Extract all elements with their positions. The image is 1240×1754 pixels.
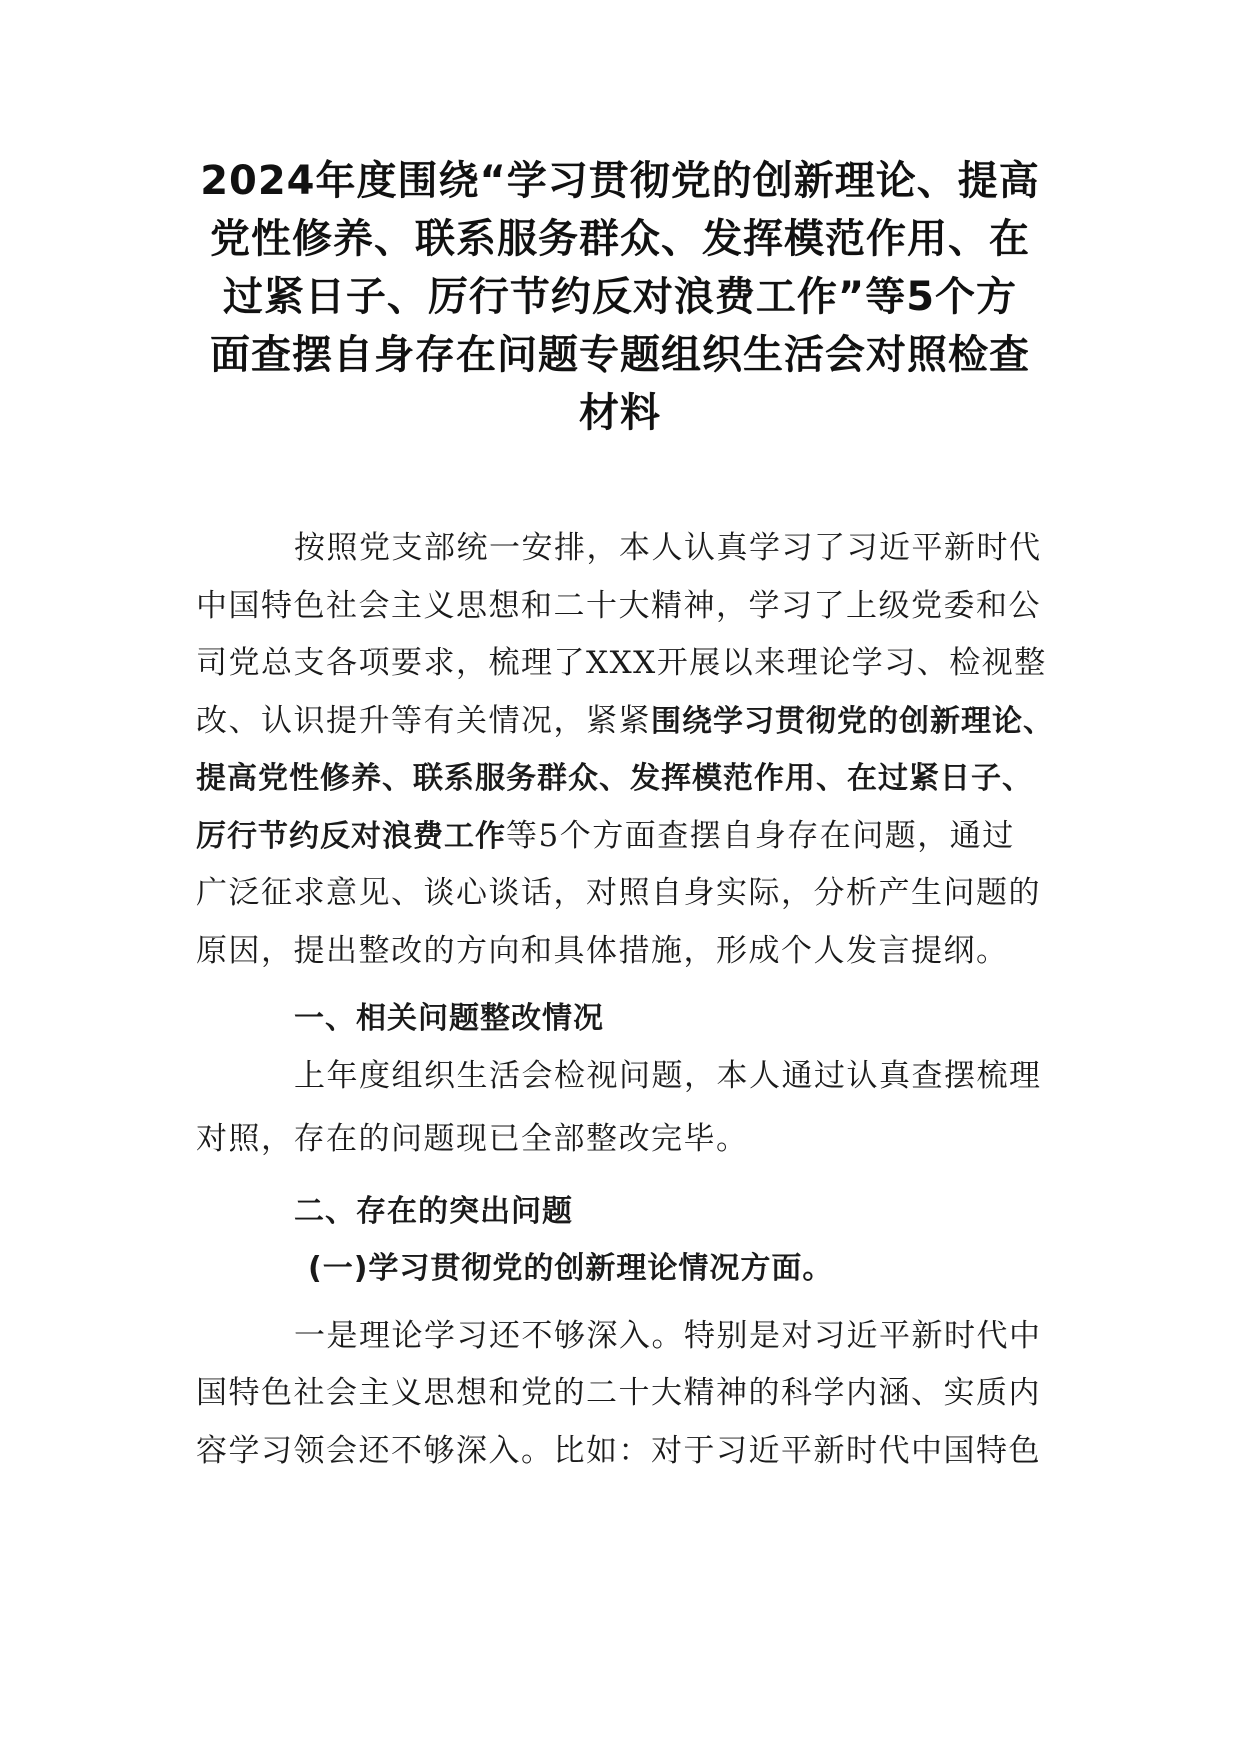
text-line	[196, 808, 1066, 866]
text-line: 中国特色社会主义思想和二十大精神，学习了上级党委和公	[196, 587, 1041, 624]
title-line: 党性修养、联系服务群众、发挥模范作用、在	[210, 216, 1030, 262]
intro-paragraph	[196, 520, 1066, 980]
document-title	[190, 152, 1050, 442]
text-line: 对照，存在的问题现已全部整改完毕。	[196, 1121, 749, 1157]
subsection-heading: (一)学习贯彻党的创新理论情况方面。	[308, 1251, 834, 1286]
text-line: 容学习领会还不够深入。比如：对于习近平新时代中国特色	[196, 1432, 1041, 1469]
section-heading: 一、相关问题整改情况	[294, 1001, 604, 1036]
text-line: 一是理论学习还不够深入。特别是对习近平新时代中	[294, 1317, 1042, 1354]
spacer	[196, 1298, 1066, 1308]
text-line: 司党总支各项要求，梳理了XXX开展以来理论学习、检视整	[196, 645, 1047, 681]
text-line: 上年度组织生活会检视问题，本人通过认真查摆梳理	[294, 1057, 1042, 1094]
document-body	[196, 520, 1066, 1480]
text-line: 按照党支部统一安排，本人认真学习了习近平新时代	[294, 530, 1042, 566]
text-run: 改、认识提升等有关情况，紧紧	[196, 702, 651, 739]
text-run: 等5个方面查摆自身存在问题，通过	[506, 817, 1015, 854]
section2-paragraph	[196, 1308, 1066, 1481]
text-line: 广泛征求意见、谈心谈话，对照自身实际，分析产生问题的	[196, 875, 1041, 911]
section1-paragraph	[196, 1048, 1066, 1169]
title-line: 面查摆自身存在问题专题组织生活会对照检查	[210, 332, 1030, 378]
text-line: 国特色社会主义思想和党的二十大精神的科学内涵、实质内	[196, 1375, 1041, 1411]
section-heading: 二、存在的突出问题	[294, 1193, 573, 1229]
spacer	[196, 1169, 1066, 1183]
bold-text-line: 提高党性修养、联系服务群众、发挥模范作用、在过紧日子、	[196, 761, 1033, 796]
title-line: 过紧日子、厉行节约反对浪费工作”等5个方	[222, 274, 1018, 320]
spacer	[196, 980, 1066, 990]
bold-text-run: 围绕学习贯彻党的创新理论、	[651, 703, 1054, 739]
text-line	[196, 693, 1066, 751]
text-line: 原因，提出整改的方向和具体措施，形成个人发言提纲。	[196, 932, 1009, 969]
title-line: 材料	[579, 390, 661, 436]
bold-text-run: 厉行节约反对浪费工作	[196, 818, 506, 854]
title-line: 2024年度围绕“学习贯彻党的创新理论、提高	[200, 158, 1040, 204]
